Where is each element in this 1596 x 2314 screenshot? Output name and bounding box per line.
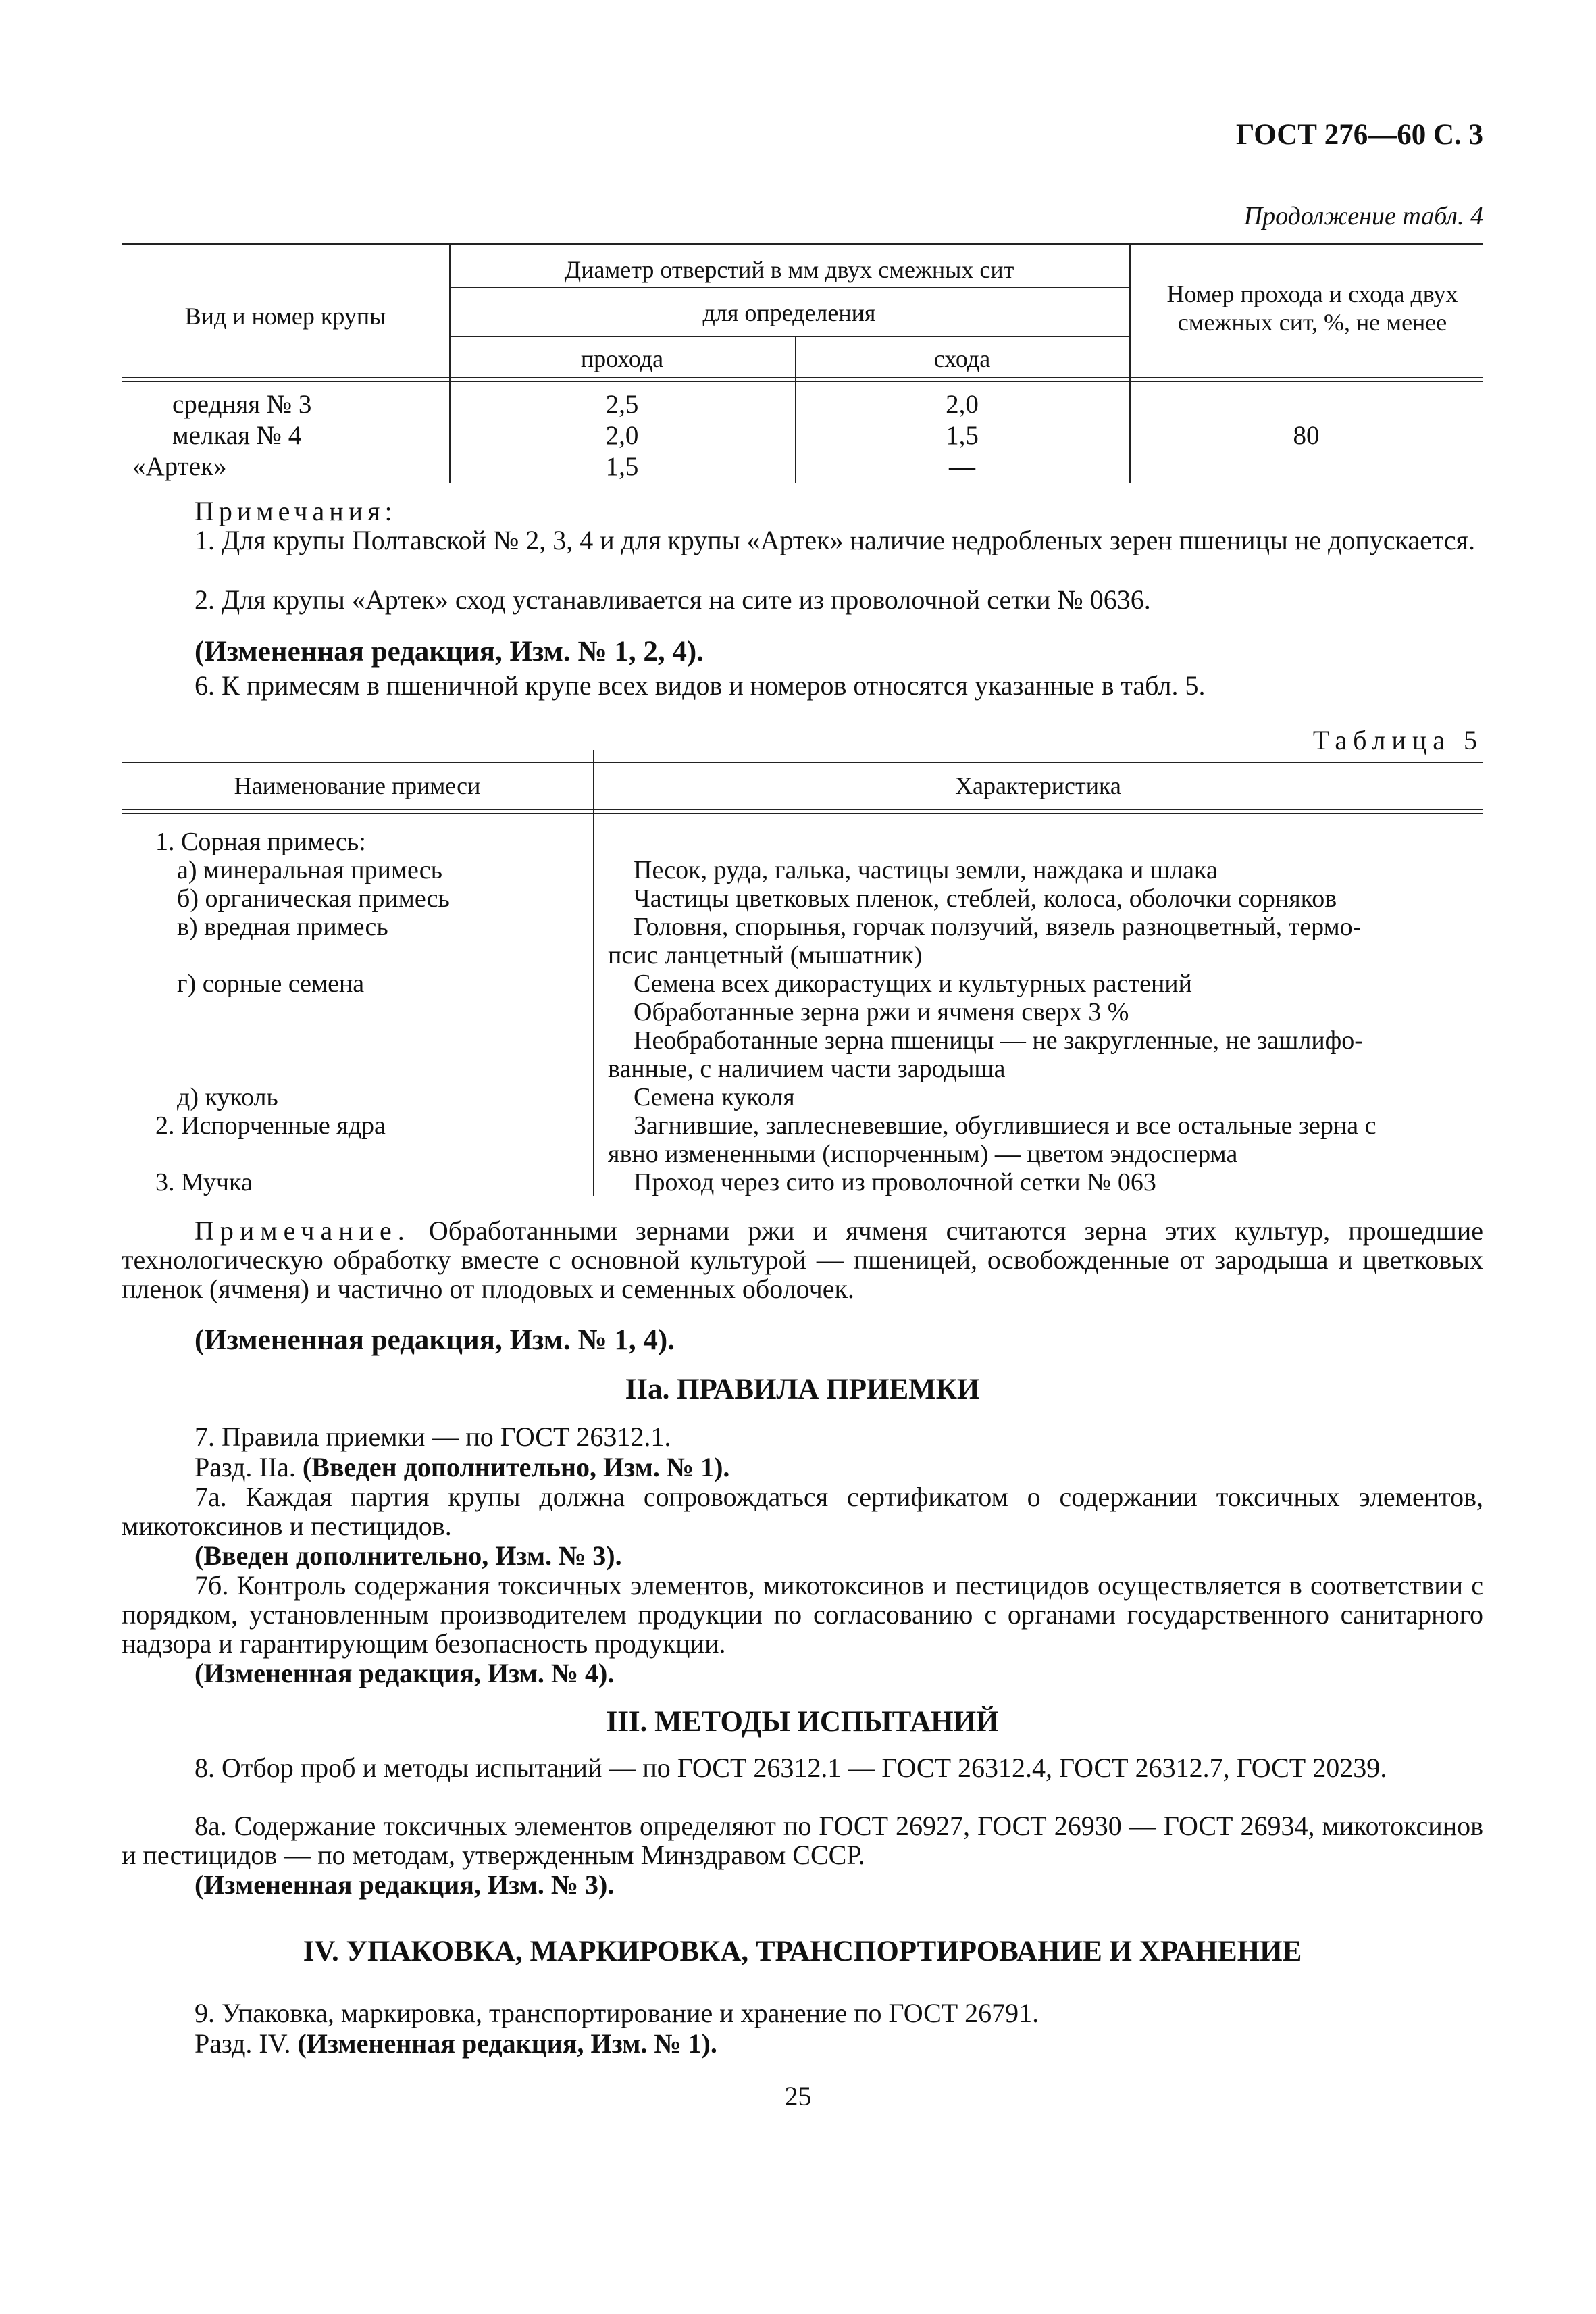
table-cell-prohod: 2,5 bbox=[605, 390, 639, 419]
t5-char: явно измененными (испорченным) — цветом эндосперма bbox=[608, 1140, 1238, 1168]
col-shod-header: схода bbox=[933, 345, 991, 372]
col-kind-header: Вид и номер крупы bbox=[184, 303, 386, 330]
section-heading-4: IV. УПАКОВКА, МАРКИРОВКА, ТРАНСПОРТИРОВАНИЕ И ХРАНЕНИЕ bbox=[303, 1936, 1302, 1967]
table-5-label: Таблица 5 bbox=[1312, 725, 1483, 755]
t5-char: Семена всех дикорастущих и культурных растений bbox=[634, 970, 1192, 998]
note-1: 1. Для крупы Полтавской № 2, 3, 4 и для крупы «Артек» наличие недробленых зерен пшеницы не допускается. bbox=[195, 525, 1475, 555]
paragraph-6: 6. К примесям в пшеничной крупе всех видов и номеров относятся указанные в табл. 5. bbox=[195, 670, 1206, 701]
table-cell-shod: — bbox=[949, 452, 975, 481]
t5-name: 2. Испорченные ядра bbox=[155, 1111, 386, 1140]
t5-name: г) сорные семена bbox=[177, 970, 365, 998]
razd-2a-note bbox=[122, 1453, 1483, 1482]
t5-name: в) вредная примесь bbox=[177, 913, 388, 941]
col-prohod-header: прохода bbox=[580, 345, 664, 372]
page-header: ГОСТ 276—60 С. 3 bbox=[1235, 119, 1483, 151]
table-continuation-label: Продолжение табл. 4 bbox=[1243, 202, 1483, 230]
t5-char: Песок, руда, галька, частицы земли, наждака и шлака bbox=[634, 856, 1218, 884]
t5-name: а) минеральная примесь bbox=[177, 856, 443, 884]
t5-char: Необработанные зерна пшеницы — не закругленные, не зашлифо- bbox=[634, 1026, 1363, 1055]
note-paragraph bbox=[122, 1216, 1483, 1303]
table-row-kind: «Артек» bbox=[132, 452, 227, 481]
table-cell-shod: 2,0 bbox=[946, 390, 979, 419]
razd-4-note bbox=[122, 2029, 1483, 2058]
table-cell-prohod: 2,0 bbox=[605, 421, 639, 450]
t5-char: Семена куколя bbox=[634, 1083, 795, 1111]
razd-4-prefix: Разд. IV. bbox=[195, 2028, 291, 2059]
edit-note: (Измененная редакция, Изм. № 1, 4). bbox=[195, 1324, 675, 1356]
table-row-kind: средняя № 3 bbox=[172, 390, 312, 419]
col-number-header: Номер прохода и схода двух смежных сит, %, не менее bbox=[1166, 280, 1458, 336]
edit-note: (Введен дополнительно, Изм. № 3). bbox=[195, 1540, 622, 1571]
t5-char: Загнившие, заплесневевшие, обуглившиеся и все остальные зерна с bbox=[634, 1111, 1376, 1140]
t5-name: 3. Мучка bbox=[155, 1168, 253, 1197]
section-heading-2a: IIа. ПРАВИЛА ПРИЕМКИ bbox=[625, 1374, 980, 1405]
col-char-header: Характеристика bbox=[955, 772, 1121, 799]
t5-char: Проход через сито из проволочной сетки № 063 bbox=[634, 1168, 1156, 1197]
razd-2a-bold: (Введен дополнительно, Изм. № 1). bbox=[302, 1452, 730, 1482]
note-title: Примечание. bbox=[195, 1215, 411, 1246]
t5-name: д) куколь bbox=[177, 1083, 278, 1111]
paragraph-8: 8. Отбор проб и методы испытаний — по ГОСТ 26312.1 — ГОСТ 26312.4, ГОСТ 26312.7, ГОСТ 20239. bbox=[195, 1753, 1387, 1783]
paragraph-7a: 7а. Каждая партия крупы должна сопровождаться сертификатом о содержании токсичных элементов, микотоксинов и пестицидов. bbox=[122, 1482, 1483, 1541]
paragraph-7: 7. Правила приемки — по ГОСТ 26312.1. bbox=[195, 1422, 671, 1452]
edit-note: (Измененная редакция, Изм. № 3). bbox=[195, 1869, 615, 1900]
t5-char: Частицы цветковых пленок, стеблей, колоса, оболочки сорняков bbox=[634, 884, 1337, 913]
section-heading-3: III. МЕТОДЫ ИСПЫТАНИЙ bbox=[606, 1706, 999, 1738]
col-diameter-header: Диаметр отверстий в мм двух смежных сит bbox=[564, 256, 1014, 283]
paragraph-8a: 8а. Содержание токсичных элементов определяют по ГОСТ 26927, ГОСТ 26930 — ГОСТ 26934, микотоксинов и пестицидов — по методам, утвержденным Минздравом СССР. bbox=[122, 1811, 1483, 1870]
t5-name: 1. Сорная примесь: bbox=[155, 828, 366, 856]
col-for-header: для определения bbox=[702, 299, 876, 326]
table-cell-prohod: 1,5 bbox=[605, 452, 639, 481]
note-text: Обработанными зернами ржи и ячменя считаются зерна этих культур, прошедшие технологическую обработку вместе с основной культурой — пшеницей, освобожденные от зародыша и цветковых пленок (ячменя) и частично от плодовых и семенных оболочек. bbox=[122, 1215, 1483, 1304]
t5-char: Головня, спорынья, горчак ползучий, вязель разноцветный, термо- bbox=[634, 913, 1362, 941]
table-row-kind: мелкая № 4 bbox=[172, 421, 302, 450]
col-name-header: Наименование примеси bbox=[234, 772, 481, 799]
t5-char: псис ланцетный (мышатник) bbox=[608, 941, 923, 970]
note-2: 2. Для крупы «Артек» сход устанавливается на сите из проволочной сетки № 0636. bbox=[195, 584, 1151, 615]
t5-name: б) органическая примесь bbox=[177, 884, 450, 913]
table-cell-shod: 1,5 bbox=[946, 421, 979, 450]
edit-note: (Измененная редакция, Изм. № 1, 2, 4). bbox=[195, 636, 704, 668]
page-number: 25 bbox=[784, 2081, 812, 2111]
razd-2a-prefix: Разд. IIа. bbox=[195, 1452, 296, 1482]
paragraph-7b: 7б. Контроль содержания токсичных элементов, микотоксинов и пестицидов осуществляется в соответствии с порядком, установленным производителем продукции по согласованию с органами государственного санитарного надзора и гарантирующим безопасность продукции. bbox=[122, 1570, 1483, 1659]
edit-note: (Измененная редакция, Изм. № 4). bbox=[195, 1658, 615, 1688]
razd-4-bold: (Измененная редакция, Изм. № 1). bbox=[297, 2028, 717, 2059]
t5-char: Обработанные зерна ржи и ячменя сверх 3 % bbox=[634, 998, 1129, 1026]
notes-title: Примечания: bbox=[195, 496, 397, 526]
table-cell-number: 80 bbox=[1293, 421, 1320, 450]
t5-char: ванные, с наличием части зародыша bbox=[608, 1055, 1006, 1083]
paragraph-9: 9. Упаковка, маркировка, транспортирование и хранение по ГОСТ 26791. bbox=[195, 1998, 1039, 2028]
